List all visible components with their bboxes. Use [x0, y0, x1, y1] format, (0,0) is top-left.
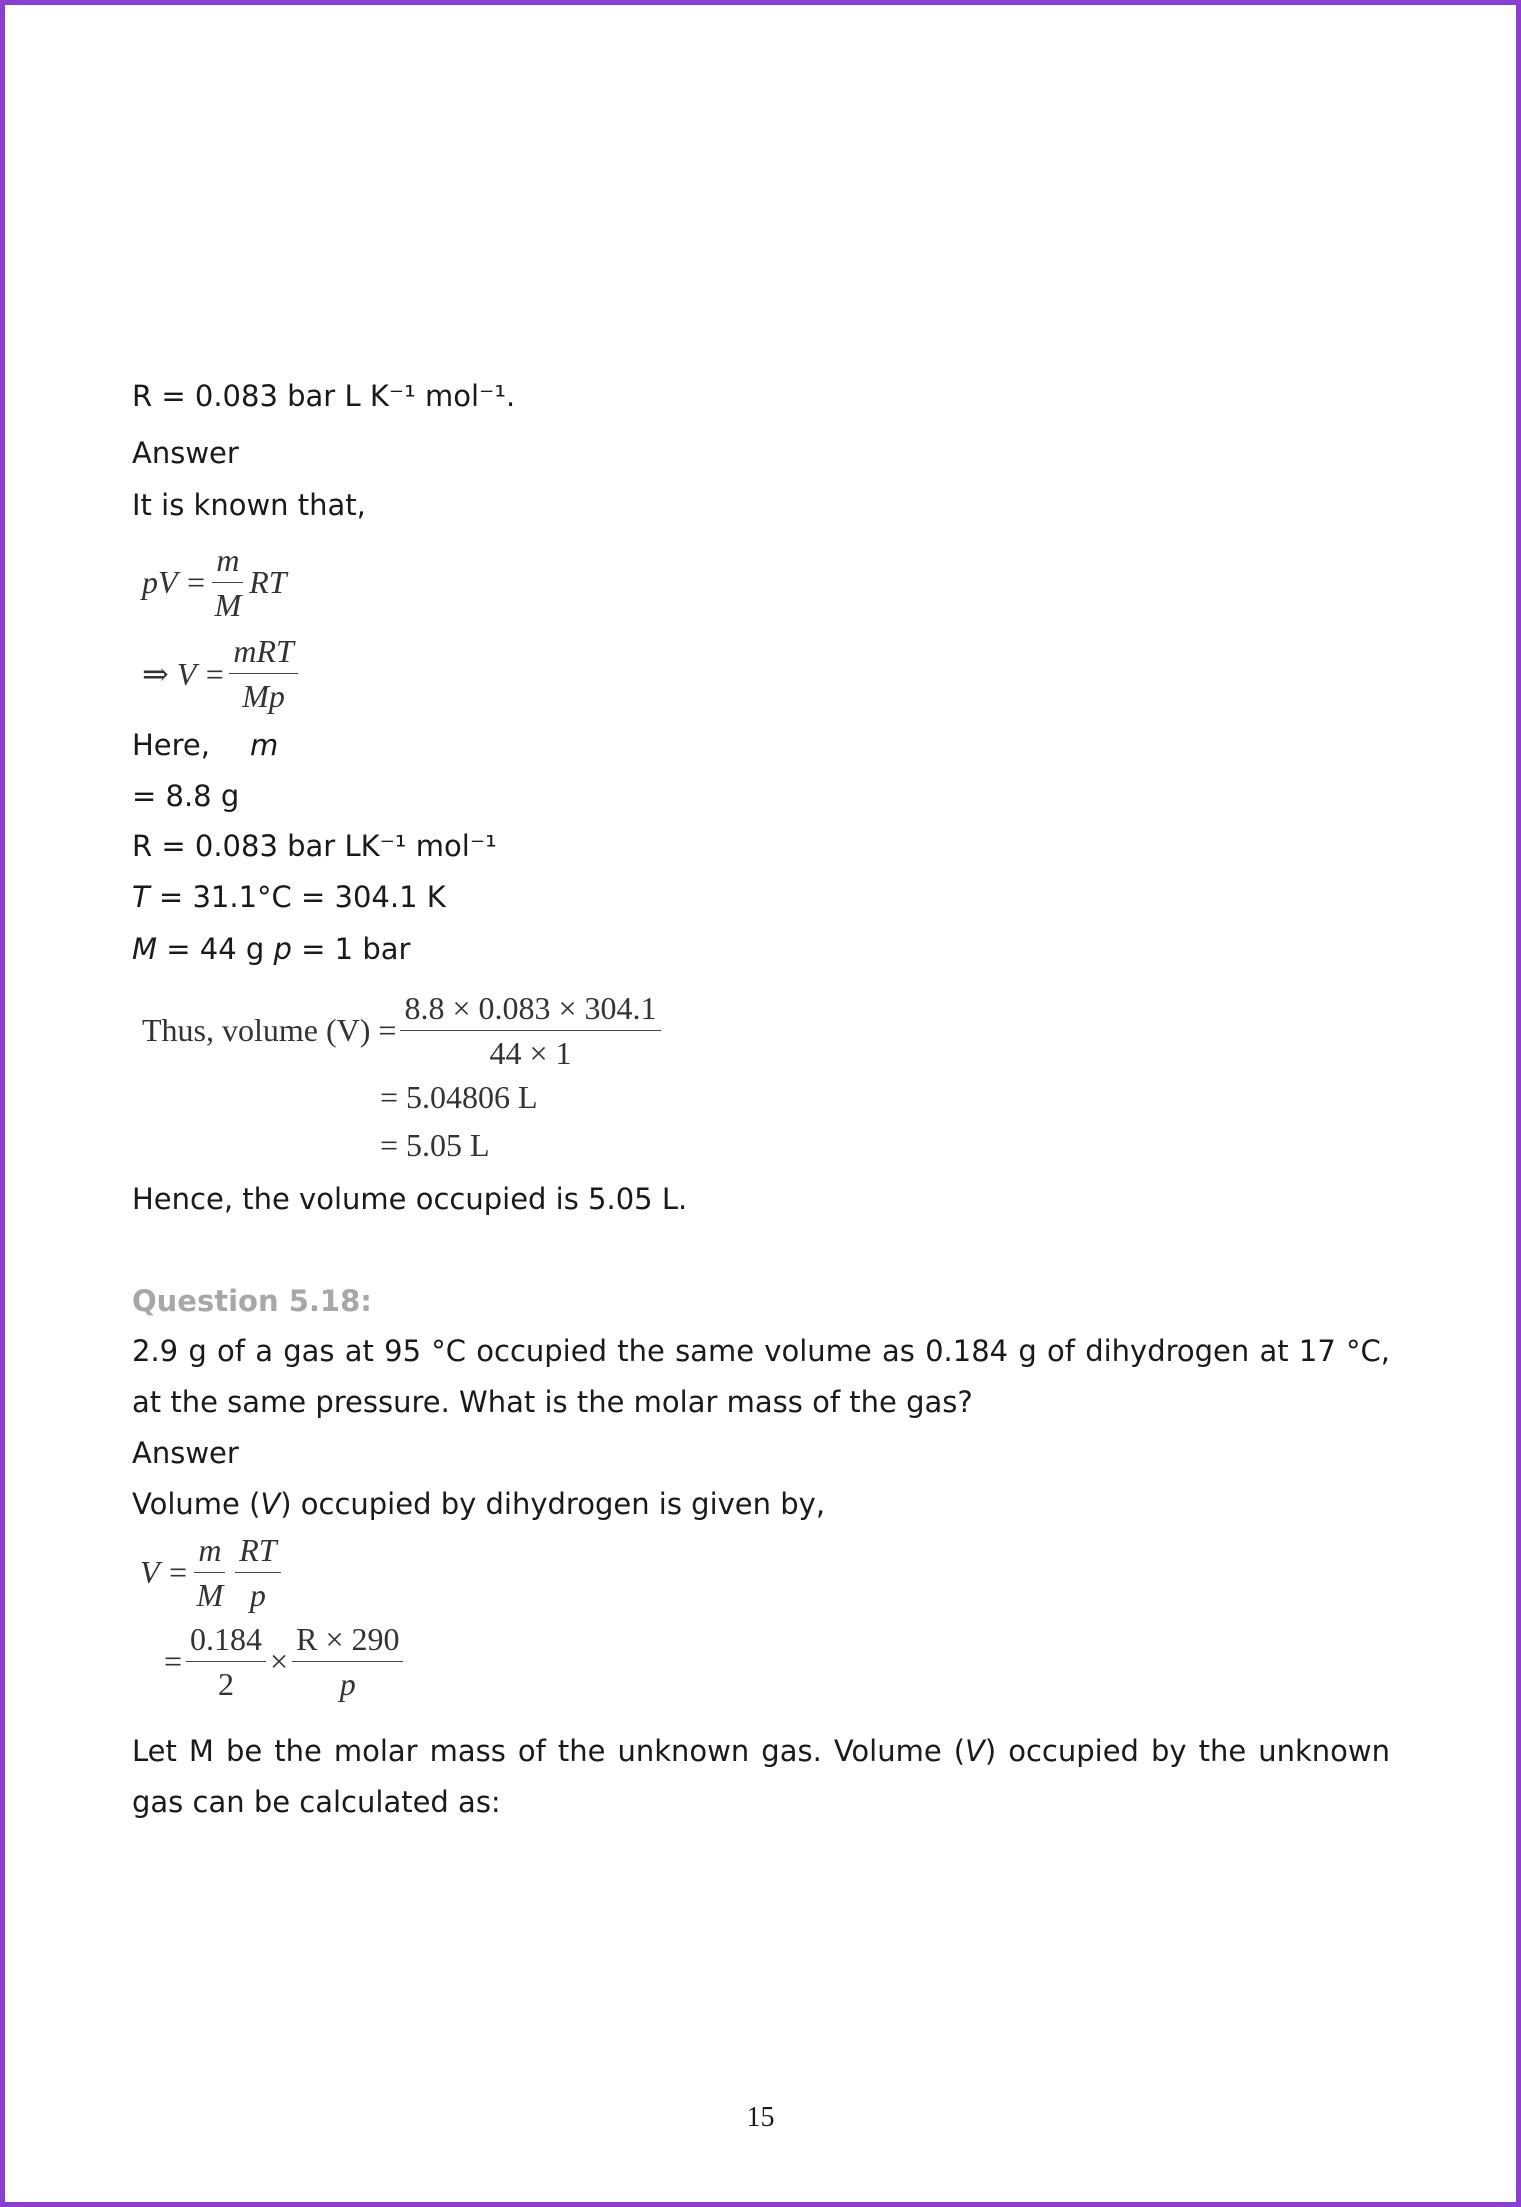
eq1-numerator: m — [212, 540, 243, 583]
answer-label: Answer — [132, 436, 239, 470]
final-symbol: V — [965, 1734, 985, 1768]
vol-pre: Volume ( — [132, 1487, 261, 1521]
eq3-num2: RT — [235, 1530, 280, 1573]
eq3-den1: M — [196, 1577, 224, 1613]
eq3-num4: R × 290 — [292, 1619, 403, 1662]
final-post: ) occupied by the unknown gas can be calculated as: — [132, 1734, 1390, 1819]
page-number: 15 — [746, 2102, 775, 2133]
mass-line: = 8.8 g — [132, 779, 240, 813]
eq1-numerator-2: mRT — [229, 631, 297, 674]
r-constant-line: R = 0.083 bar L K⁻¹ mol⁻¹. — [132, 379, 516, 413]
eq3-den2: p — [249, 1577, 266, 1613]
eq2-fraction — [400, 988, 660, 1073]
volume-calculation — [142, 988, 665, 1169]
temperature-line — [132, 879, 446, 915]
ideal-gas-equation — [142, 540, 302, 716]
eq2-denominator: 44 × 1 — [489, 1035, 572, 1071]
eq3-num3: 0.184 — [186, 1619, 266, 1662]
vol-post: ) occupied by dihydrogen is given by, — [280, 1487, 826, 1521]
known-text: It is known that, — [132, 488, 366, 522]
question-heading: Question 5.18: — [132, 1284, 372, 1318]
eq1-lhs: pV = — [142, 564, 207, 600]
vol-symbol: V — [260, 1487, 281, 1521]
final-paragraph — [132, 1726, 1390, 1828]
eq3-fraction-4 — [292, 1619, 403, 1704]
question-text: 2.9 g of a gas at 95 °C occupied the same volume as 0.184 g of dihydrogen at 17 °C, at the same pressure. What is the molar mass of the gas? — [132, 1334, 1390, 1419]
eq3-equals: = — [164, 1643, 183, 1679]
eq1-fraction — [211, 540, 246, 625]
eq2-step1: = 5.04806 L — [380, 1079, 538, 1115]
eq3-fraction-3 — [186, 1619, 266, 1704]
eq2-step2: = 5.05 L — [380, 1127, 490, 1163]
here-line — [132, 727, 278, 763]
eq3-num1: m — [194, 1530, 225, 1573]
molar-mass-line — [132, 931, 410, 967]
eq3-fraction-2 — [235, 1530, 280, 1615]
eq1-rhs: RT — [249, 564, 287, 600]
eq3-den3: 2 — [218, 1666, 235, 1702]
pressure-value: = 1 bar — [291, 932, 411, 966]
r-value-line: R = 0.083 bar LK⁻¹ mol⁻¹ — [132, 829, 497, 863]
eq1-fraction-2 — [229, 631, 297, 716]
final-pre: Let M be the molar mass of the unknown gas. Volume ( — [132, 1734, 966, 1768]
molar-value: = 44 g — [157, 932, 274, 966]
dihydrogen-volume-equation — [140, 1530, 407, 1704]
answer-label-2: Answer — [132, 1436, 239, 1470]
temp-symbol: T — [132, 880, 150, 914]
eq3-den4: p — [339, 1666, 356, 1702]
molar-symbol: M — [132, 932, 158, 966]
here-label: Here, — [132, 728, 210, 762]
eq1-arrow-lhs: ⇒ V = — [142, 655, 226, 692]
eq2-lhs: Thus, volume (V) = — [142, 1012, 397, 1048]
eq3-fraction-1 — [193, 1530, 228, 1615]
here-m-symbol: m — [250, 728, 279, 762]
eq2-numerator: 8.8 × 0.083 × 304.1 — [400, 988, 660, 1031]
eq1-denominator-2: Mp — [242, 678, 285, 714]
eq3-times: × — [270, 1643, 289, 1679]
eq3-lhs: V = — [140, 1554, 189, 1590]
hence-line: Hence, the volume occupied is 5.05 L. — [132, 1182, 688, 1216]
temp-value: = 31.1°C = 304.1 K — [149, 880, 446, 914]
pressure-symbol: p — [273, 932, 292, 966]
eq1-denominator: M — [214, 587, 242, 623]
volume-dihydrogen-line — [132, 1486, 825, 1522]
